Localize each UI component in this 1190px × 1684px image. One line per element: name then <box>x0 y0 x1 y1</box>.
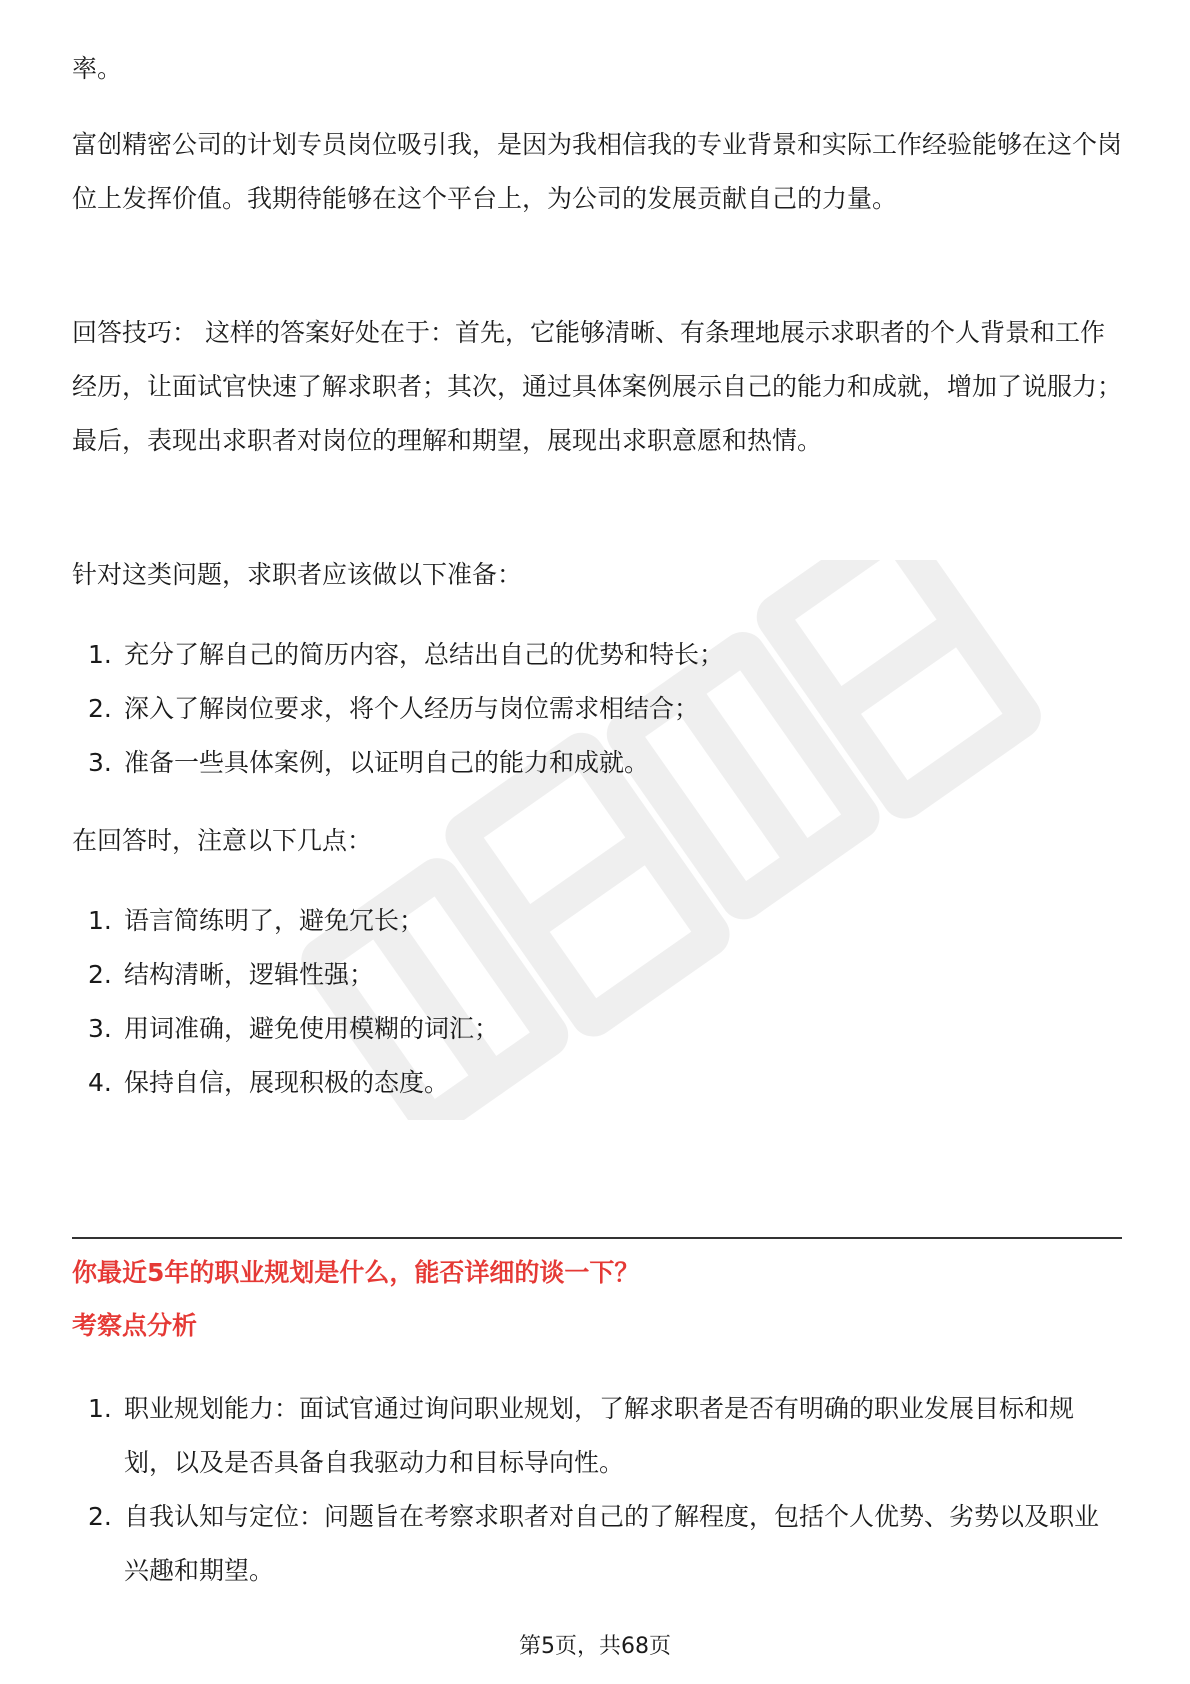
paragraph-company-motivation: 富创精密公司的计划专员岗位吸引我，是因为我相信我的专业背景和实际工作经验能够在这个岗位上发挥价值。我期待能够在这个平台上，为公司的发展贡献自己的力量。 <box>72 130 1123 213</box>
list-item <box>72 1002 1122 1056</box>
list-number: 1. <box>88 640 112 669</box>
list-item-text: 语言简练明了，避免冗长； <box>124 906 425 935</box>
page-footer: 第5页，共68页 <box>519 1634 671 1659</box>
list-number: 3. <box>88 748 112 777</box>
list-item-text: 用词准确，避免使用模糊的词汇； <box>124 1014 500 1043</box>
list-item <box>72 1382 1122 1490</box>
analysis-list <box>72 1382 1122 1598</box>
list-item-text: 职业规划能力：面试官通过询问职业规划，了解求职者是否有明确的职业发展目标和规划，以及是否具备自我驱动力和目标导向性。 <box>124 1394 1075 1477</box>
list-item-text: 保持自信，展现积极的态度。 <box>124 1068 450 1097</box>
paragraph-continuation: 率。 <box>72 54 123 83</box>
preparation-list <box>72 628 1122 790</box>
list-item-text: 自我认知与定位：问题旨在考察求职者对自己的了解程度，包括个人优势、劣势以及职业兴趣和期望。 <box>124 1502 1100 1585</box>
list-item <box>72 1490 1122 1598</box>
notes-intro: 在回答时，注意以下几点： <box>72 826 373 855</box>
list-number: 1. <box>88 1394 112 1423</box>
list-number: 3. <box>88 1014 112 1043</box>
list-item <box>72 948 1122 1002</box>
list-number: 2. <box>88 960 112 989</box>
list-item <box>72 894 1122 948</box>
list-number: 2. <box>88 694 112 723</box>
list-number: 4. <box>88 1068 112 1097</box>
list-number: 1. <box>88 906 112 935</box>
list-number: 2. <box>88 1502 112 1531</box>
section-divider <box>72 1237 1122 1239</box>
list-item <box>72 1056 1122 1110</box>
list-item <box>72 682 1122 736</box>
list-item-text: 充分了解自己的简历内容，总结出自己的优势和特长； <box>124 640 725 669</box>
analysis-heading: 考察点分析 <box>72 1311 198 1340</box>
list-item <box>72 628 1122 682</box>
list-item-text: 结构清晰，逻辑性强； <box>124 960 375 989</box>
paragraph-answer-tips: 回答技巧： 这样的答案好处在于：首先，它能够清晰、有条理地展示求职者的个人背景和工作经历，让面试官快速了解求职者；其次，通过具体案例展示自己的能力和成就，增加了说服力；最后，表现出求职者对岗位的理解和期望，展现出求职意愿和热情。 <box>72 318 1123 455</box>
list-item-text: 深入了解岗位要求，将个人经历与岗位需求相结合； <box>124 694 700 723</box>
list-item-text: 准备一些具体案例，以证明自己的能力和成就。 <box>124 748 650 777</box>
notes-list <box>72 894 1122 1110</box>
preparation-intro: 针对这类问题，求职者应该做以下准备： <box>72 560 523 589</box>
interview-question: 你最近5年的职业规划是什么，能否详细的谈一下？ <box>72 1258 640 1287</box>
list-item <box>72 736 1122 790</box>
